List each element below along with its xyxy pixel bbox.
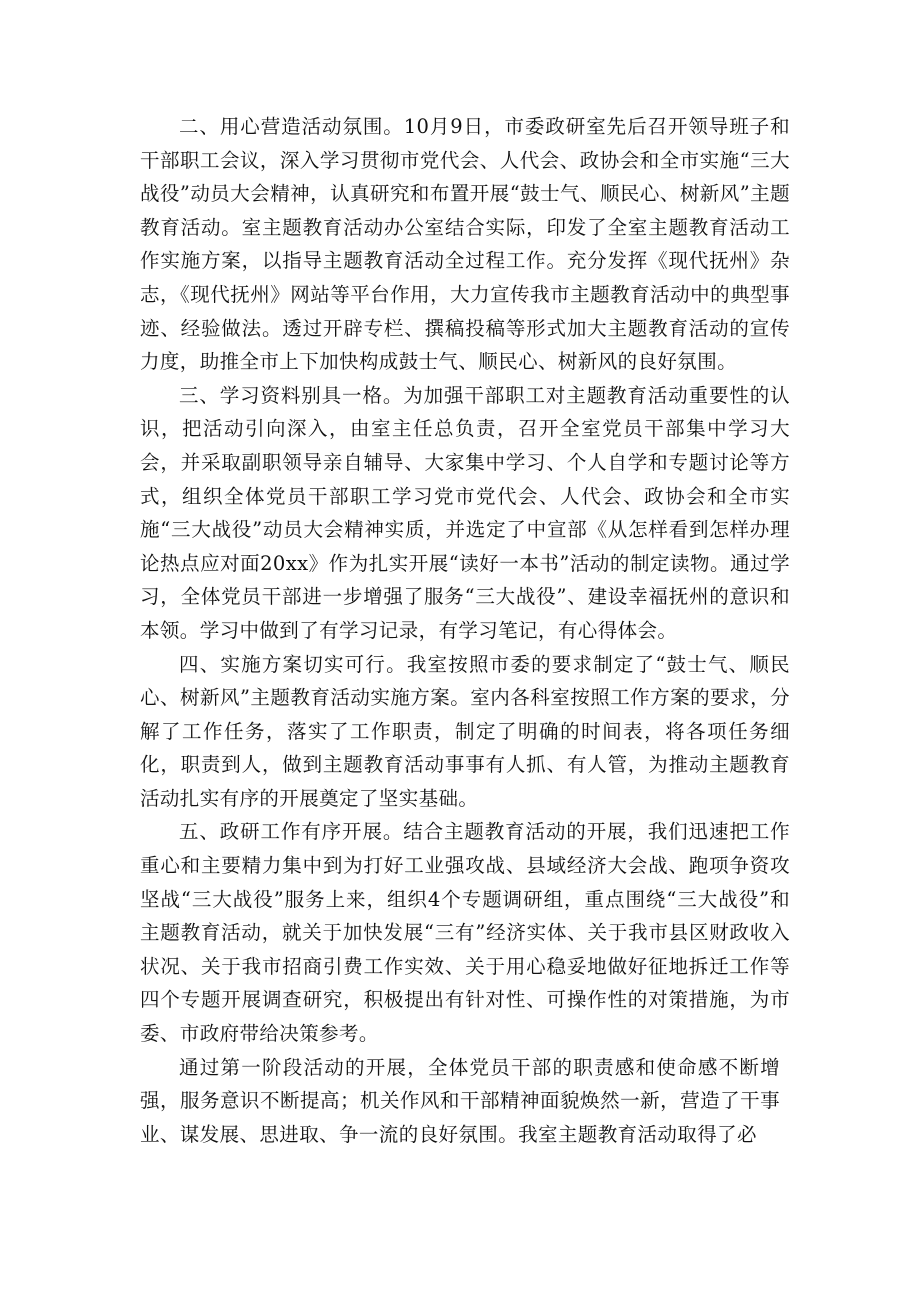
- paragraph-implementation-plan: 四、实施方案切实可行。我室按照市委的要求制定了“鼓士气、顺民心、树新风”主题教育活动实施方案。室内各科室按照工作方案的要求，分解了工作任务，落实了工作职责，制定了明确的时间表，将各项任务细化，职责到人，做到主题教育活动事事有人抓、有人管，为推动主题教育活动扎实有序的开展奠定了坚实基础。: [140, 652, 790, 810]
- paragraph-study-materials: 三、学习资料别具一格。为加强干部职工对主题教育活动重要性的认识，把活动引向深入，由室主任总负责，召开全室党员干部集中学习大会，并采取副职领导亲自辅导、大家集中学习、个人自学和专题讨论等方式，组织全体党员干部职工学习党市党代会、人代会、政协会和全市实施“三大战役”动员大会精神实质，并选定了中宣部《从怎样看到怎样办理论热点应对面20xx》作为扎实开展“读好一本书”活动的制定读物。通过学习，全体党员干部进一步增强了服务“三大战役”、建设幸福抚州的意识和本领。学习中做到了有学习记录，有学习笔记，有心得体会。: [140, 383, 790, 642]
- document-body: [140, 110, 790, 1151]
- paragraph-atmosphere: 二、用心营造活动氛围。10月9日，市委政研室先后召开领导班子和干部职工会议，深入学习贯彻市党代会、人代会、政协会和全市实施“三大战役”动员大会精神，认真研究和布置开展“鼓士气、顺民心、树新风”主题教育活动。室主题教育活动办公室结合实际，印发了全室主题教育活动工作实施方案，以指导主题教育活动全过程工作。充分发挥《现代抚州》杂志，《现代抚州》网站等平台作用，大力宣传我市主题教育活动中的典型事迹、经验做法。透过开辟专栏、撰稿投稿等形式加大主题教育活动的宣传力度，助推全市上下加快构成鼓士气、顺民心、树新风的良好氛围。: [140, 115, 790, 374]
- paragraph-summary: 通过第一阶段活动的开展，全体党员干部的职责感和使命感不断增强，服务意识不断提高；机关作风和干部精神面貌焕然一新，营造了干事业、谋发展、思进取、争一流的良好氛围。我室主题教育活动取得了必: [140, 1055, 780, 1146]
- paragraph-policy-research: 五、政研工作有序开展。结合主题教育活动的开展，我们迅速把工作重心和主要精力集中到为打好工业强攻战、县域经济大会战、跑项争资攻坚战“三大战役”服务上来，组织4个专题调研组，重点围绕“三大战役”和主题教育活动，就关于加快发展“三有”经济实体、关于我市县区财政收入状况、关于我市招商引费工作实效、关于用心稳妥地做好征地拆迁工作等四个专题开展调查研究，积极提出有针对性、可操作性的对策措施，为市委、市政府带给决策参考。: [140, 820, 790, 1046]
